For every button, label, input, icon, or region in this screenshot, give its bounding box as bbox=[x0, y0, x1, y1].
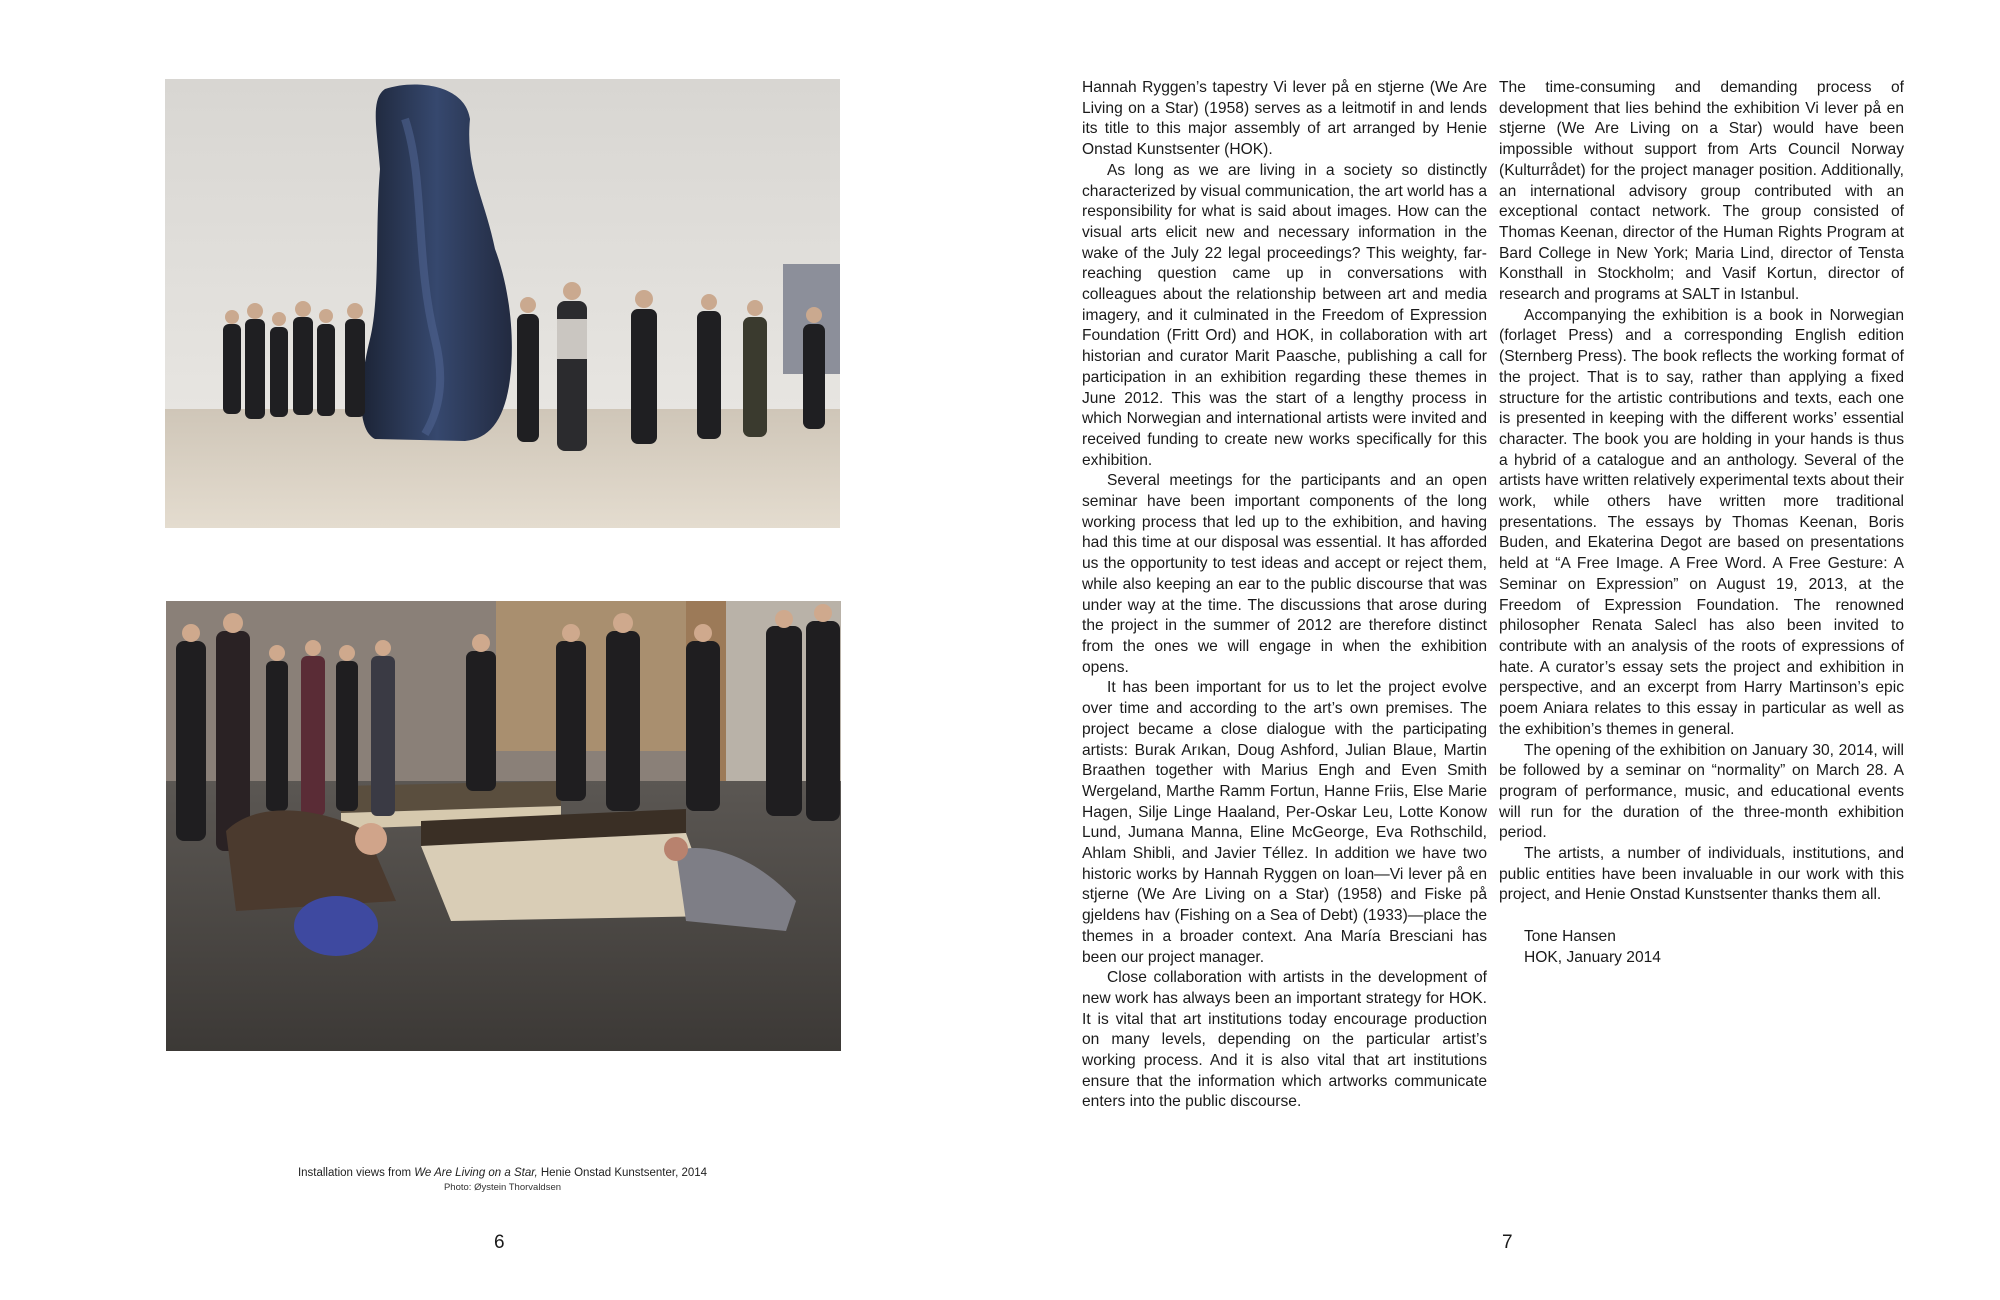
signature-place-date: HOK, January 2014 bbox=[1524, 948, 1661, 966]
page-number-right: 7 bbox=[1502, 1232, 1513, 1253]
installation-photo-benches bbox=[166, 601, 841, 1051]
caption-exhibition-title: We Are Living on a Star, bbox=[414, 1167, 538, 1179]
paragraph: Accompanying the exhibition is a book in Norwegian (forlaget Press) and a corresponding English edition (Sternberg Press). The book reflects the working format of the project. That is to say, rather than applying a fixed structure for the artistic contributions and texts, each one is presented in keeping with the different works’ essential character. The book you are holding in your hands is thus a hybrid of a catalogue and an anthology. Several of the artists have written relatively experimental texts about their work, while others have written more traditional presentations. The essays by Thomas Keenan, Boris Buden, and Ekaterina Degot are based on presentations held at “A Free Image. A Free Word. A Free Gesture: A Seminar on Expression” on August 19, 2013, at the Freedom of Expression Foundation. The renowned philosopher Renata Salecl has also been invited to contribute with an analysis of the roots of expressions of hate. A curator’s essay sets the project and exhibition in perspective, and an excerpt from Harry Martinson’s epic poem Aniara relates to this essay in particular as well as the exhibition’s themes in general. bbox=[1499, 306, 1904, 738]
paragraph: Hannah Ryggen’s tapestry Vi lever på en stjerne (We Are Living on a Star) (1958) serves as a leitmotif in and lends its title to this major assembly of art arranged by Henie Onstad Kunstsenter (HOK). bbox=[1082, 79, 1487, 159]
photo-caption bbox=[180, 1166, 825, 1194]
signature-block bbox=[1499, 927, 1904, 968]
paragraph: Several meetings for the participants and an open seminar have been important components of the long working process that led up to the exhibition, and having had this time at our disposal was essential. It has afforded us the opportunity to test ideas and accept or reject them, while also keeping an ear to the public discourse that was under way at the time. The discussions that arose during the project in the summer of 2012 are therefore distinct from the ones we will engage in when the exhibition opens. bbox=[1082, 472, 1487, 676]
paragraph: The time-consuming and demanding process of development that lies behind the exhibition Vi lever på en stjerne (We Are Living on a Star) would have been impossible without support from Arts Council Norway (Kulturrådet) for the project manager position. Additionally, an international advisory group contributed with an exceptional contact network. The group consisted of Thomas Keenan, director of the Human Rights Program at Bard College in New York; Maria Lind, director of Tensta Konsthall in Stockholm; and Vasif Kortun, director of research and programs at SALT in Istanbul. bbox=[1499, 79, 1904, 304]
photo-credit: Photo: Øystein Thorvaldsen bbox=[443, 1182, 562, 1193]
caption-prefix: Installation views from bbox=[297, 1167, 415, 1179]
paragraph: The artists, a number of individuals, institutions, and public entities have been invaluable in our work with this project, and Henie Onstad Kunstsenter thanks them all. bbox=[1499, 845, 1904, 904]
text-column-1 bbox=[1082, 78, 1487, 1113]
text-column-2 bbox=[1499, 78, 1904, 968]
paragraph: It has been important for us to let the project evolve over time and according to the art’s own premises. The project became a close dialogue with the participating artists: Burak Arıkan, Doug Ashford, Julian Blaue, Martin Braathen together with Marius Engh and Even Smith Wergeland, Marthe Ramm Fortun, Hanne Friis, Else Marie Hagen, Silje Linge Haaland, Per-Oskar Leu, Lotte Konow Lund, Jumana Manna, Eline McGeorge, Eva Rothschild, Ahlam Shibli, and Javier Téllez. In addition we have two historic works by Hannah Ryggen on loan—Vi lever på en stjerne (We Are Living on a Star) (1958) and Fiske på gjeldens hav (Fishing on a Sea of Debt) (1933)—place the themes in a broader context. Ana María Bresciani has been our project manager. bbox=[1082, 679, 1487, 966]
caption-suffix: Henie Onstad Kunstsenter, 2014 bbox=[537, 1167, 708, 1179]
paragraph: Close collaboration with artists in the development of new work has always been an important strategy for HOK. It is vital that art institutions today encourage production on many levels, depending on the particular artist’s working process. And it is also vital that art institutions ensure that the information which artworks communicate enters into the public discourse. bbox=[1082, 969, 1487, 1111]
paragraph: As long as we are living in a society so distinctly characterized by visual communication, the art world has a responsibility for what is said about images. How can the visual arts elicit new and necessary information in the wake of the July 22 legal proceedings? This weighty, far-reaching question came up in conversations with colleagues about the relationship between art and media imagery, and it culminated in the Freedom of Expression Foundation (Fritt Ord) and HOK, in collaboration with art historian and curator Marit Paasche, publishing a call for participation in an exhibition regarding these themes in June 2012. This was the start of a lengthy process in which Norwegian and international artists were invited and received funding to create new works specifically for this exhibition. bbox=[1082, 161, 1487, 469]
page-number-left: 6 bbox=[494, 1232, 505, 1253]
paragraph: The opening of the exhibition on January 30, 2014, will be followed by a seminar on “normality” on March 28. A program of performance, music, and educational events will run for the duration of the three-month exhibition period. bbox=[1499, 741, 1904, 842]
signature-name: Tone Hansen bbox=[1524, 927, 1616, 945]
caption-text bbox=[180, 1166, 825, 1181]
installation-photo-sculpture bbox=[165, 79, 840, 528]
